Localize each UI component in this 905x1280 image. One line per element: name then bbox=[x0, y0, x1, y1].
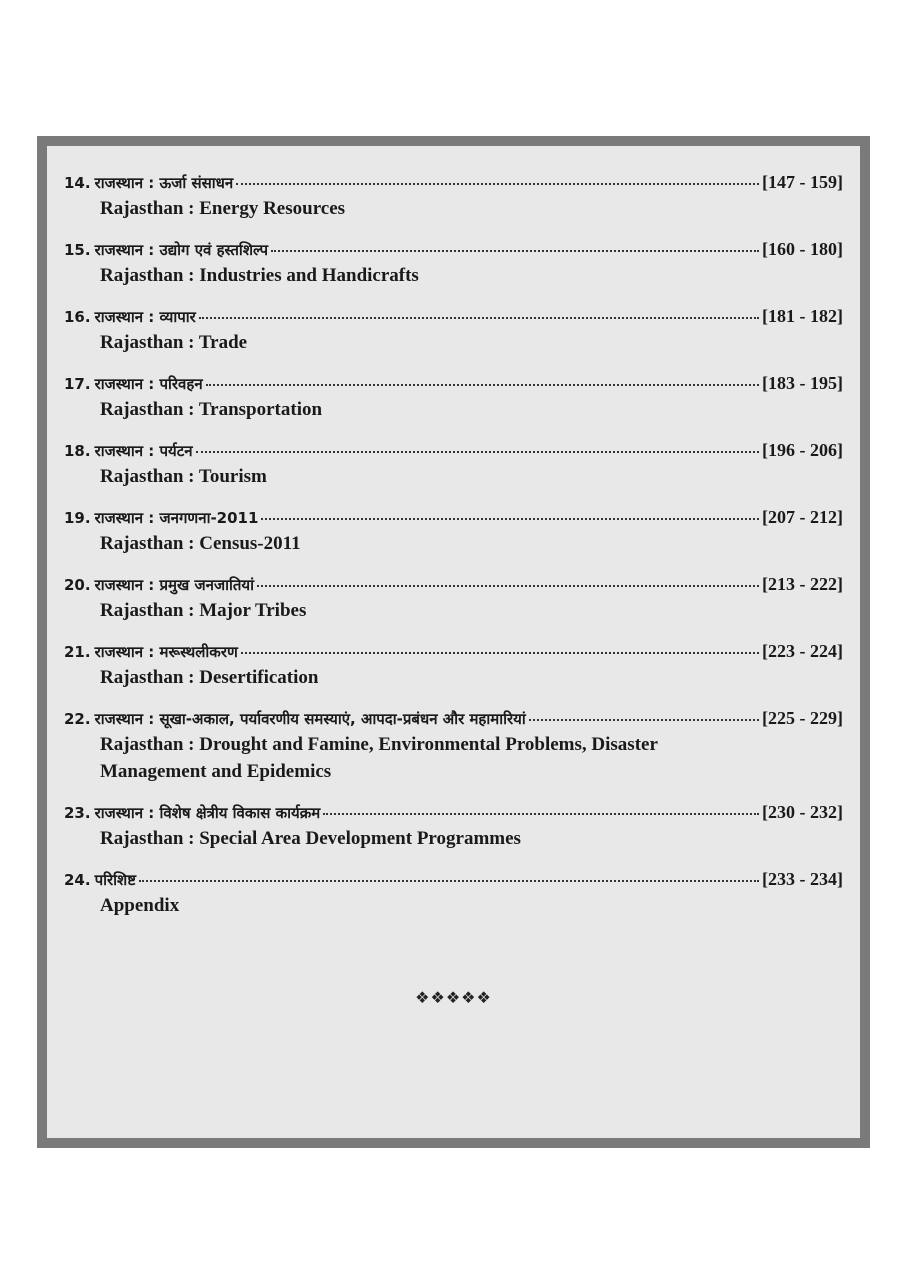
entry-title-hindi: परिशिष्ट bbox=[94, 871, 136, 889]
entry-pages: [225 - 229] bbox=[762, 708, 843, 728]
entry-title-english: Rajasthan : Tourism bbox=[100, 466, 267, 487]
entry-title-english: Rajasthan : Transportation bbox=[100, 399, 323, 420]
entry-pages: [160 - 180] bbox=[762, 239, 843, 259]
dot-leader bbox=[236, 182, 759, 185]
entry-title-hindi: राजस्थान : उद्योग एवं हस्तशिल्प bbox=[94, 241, 268, 259]
entry-title-english: Rajasthan : Industries and Handicrafts bbox=[100, 265, 419, 286]
entry-title-hindi: राजस्थान : परिवहन bbox=[94, 375, 203, 393]
entry-number: 23. bbox=[64, 804, 91, 822]
content-panel bbox=[47, 146, 860, 1138]
entry-title-hindi: राजस्थान : प्रमुख जनजातियां bbox=[94, 576, 254, 594]
dot-leader bbox=[199, 316, 759, 319]
dot-leader bbox=[241, 651, 759, 654]
toc-entry-17[interactable] bbox=[64, 371, 843, 423]
entry-number: 17. bbox=[64, 375, 91, 393]
dot-leader bbox=[529, 718, 759, 721]
entry-pages: [233 - 234] bbox=[762, 869, 843, 889]
entry-title-english: Rajasthan : Census-2011 bbox=[100, 533, 301, 554]
entry-title-hindi: राजस्थान : पर्यटन bbox=[94, 442, 193, 460]
entry-number: 14. bbox=[64, 174, 91, 192]
entry-pages: [213 - 222] bbox=[762, 574, 843, 594]
table-of-contents bbox=[64, 170, 843, 934]
page-border bbox=[37, 136, 870, 1148]
entry-pages: [207 - 212] bbox=[762, 507, 843, 527]
entry-title-english: Appendix bbox=[100, 895, 180, 916]
toc-entry-23[interactable] bbox=[64, 800, 843, 852]
dot-leader bbox=[323, 812, 759, 815]
entry-pages: [230 - 232] bbox=[762, 802, 843, 822]
entry-number: 15. bbox=[64, 241, 91, 259]
toc-entry-19[interactable] bbox=[64, 505, 843, 557]
entry-title-hindi: राजस्थान : सूखा-अकाल, पर्यावरणीय समस्याएं, आपदा-प्रबंधन और महामारियां bbox=[94, 710, 526, 728]
dot-leader bbox=[257, 584, 759, 587]
entry-title-hindi: राजस्थान : व्यापार bbox=[94, 308, 196, 326]
toc-entry-22[interactable] bbox=[64, 706, 843, 785]
entry-title-english: Rajasthan : Special Area Development Programmes bbox=[100, 828, 521, 849]
entry-pages: [196 - 206] bbox=[762, 440, 843, 460]
section-end-ornament: ❖❖❖❖❖ bbox=[415, 988, 492, 1007]
entry-number: 24. bbox=[64, 871, 91, 889]
dot-leader bbox=[139, 879, 759, 882]
dot-leader bbox=[196, 450, 759, 453]
entry-title-english: Rajasthan : Trade bbox=[100, 332, 248, 353]
entry-title-hindi: राजस्थान : विशेष क्षेत्रीय विकास कार्यक्रम bbox=[94, 804, 321, 822]
entry-title-hindi: राजस्थान : ऊर्जा संसाधन bbox=[94, 174, 234, 192]
entry-pages: [147 - 159] bbox=[762, 172, 843, 192]
toc-entry-21[interactable] bbox=[64, 639, 843, 691]
dot-leader bbox=[261, 517, 759, 520]
entry-pages: [181 - 182] bbox=[762, 306, 843, 326]
entry-title-hindi: राजस्थान : मरूस्थलीकरण bbox=[94, 643, 238, 661]
toc-entry-15[interactable] bbox=[64, 237, 843, 289]
toc-entry-24[interactable] bbox=[64, 867, 843, 919]
toc-entry-18[interactable] bbox=[64, 438, 843, 490]
entry-title-english: Rajasthan : Energy Resources bbox=[100, 198, 346, 219]
dot-leader bbox=[271, 249, 759, 252]
entry-number: 22. bbox=[64, 710, 91, 728]
entry-number: 16. bbox=[64, 308, 91, 326]
entry-title-hindi: राजस्थान : जनगणना-2011 bbox=[94, 509, 259, 527]
dot-leader bbox=[206, 383, 759, 386]
entry-title-english: Rajasthan : Drought and Famine, Environmental Problems, Disaster Management and Epidemics bbox=[100, 734, 658, 782]
entry-number: 18. bbox=[64, 442, 91, 460]
entry-title-english: Rajasthan : Desertification bbox=[100, 667, 319, 688]
entry-pages: [183 - 195] bbox=[762, 373, 843, 393]
entry-title-english: Rajasthan : Major Tribes bbox=[100, 600, 307, 621]
toc-entry-16[interactable] bbox=[64, 304, 843, 356]
toc-entry-20[interactable] bbox=[64, 572, 843, 624]
entry-number: 21. bbox=[64, 643, 91, 661]
entry-number: 20. bbox=[64, 576, 91, 594]
toc-entry-14[interactable] bbox=[64, 170, 843, 222]
entry-pages: [223 - 224] bbox=[762, 641, 843, 661]
entry-number: 19. bbox=[64, 509, 91, 527]
